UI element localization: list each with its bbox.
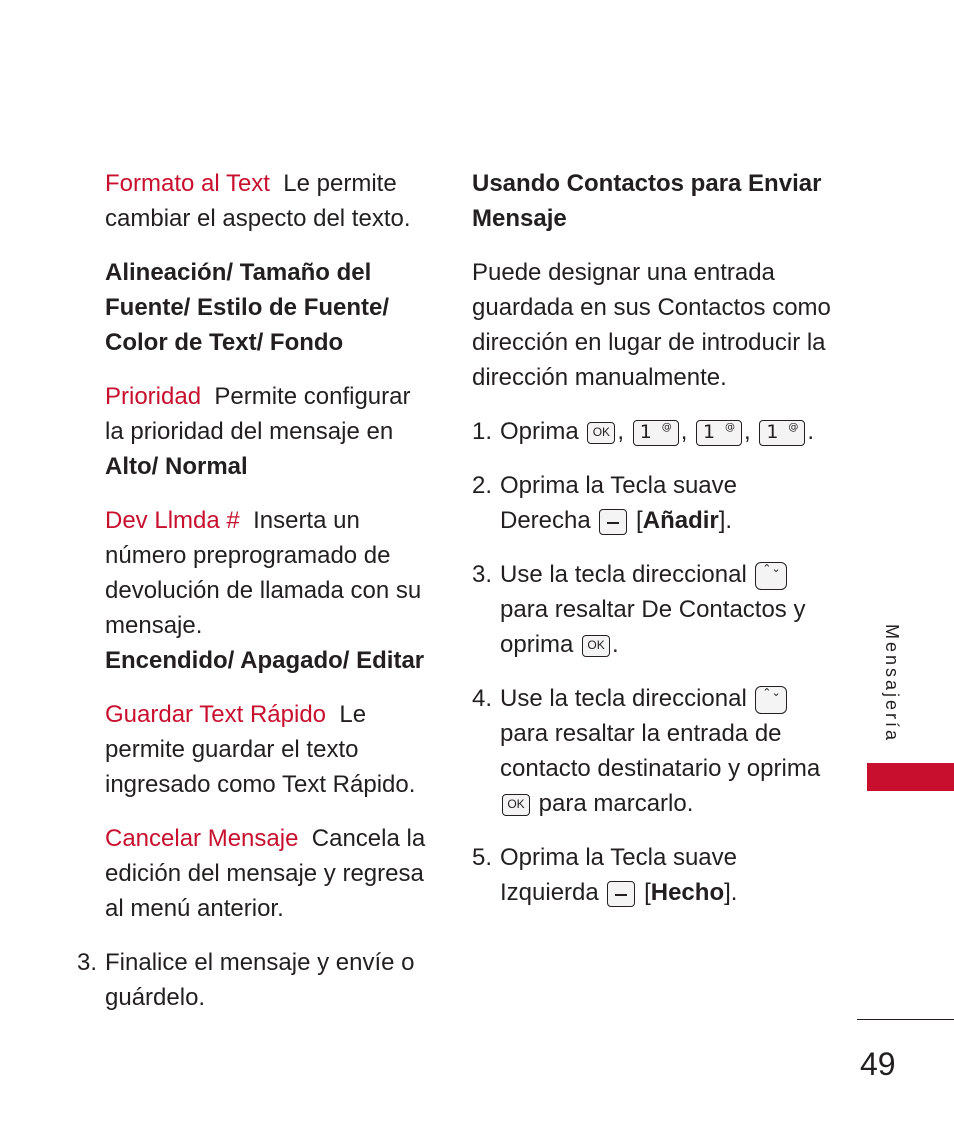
step-number: 3. — [472, 561, 493, 588]
ok-key-icon: OK — [582, 635, 610, 657]
dev-desc: Inserta un número preprogramado de devolución de llamada con su mensaje. — [105, 507, 422, 639]
key-voicemail-glyph: @ — [725, 421, 736, 433]
step-text: Oprima la Tecla suave Izquierda — [500, 844, 737, 906]
dev-term: Dev Llmda # — [105, 507, 240, 534]
dev-entry — [105, 503, 435, 643]
ok-key-icon: OK — [502, 794, 530, 816]
dev-options: Encendido/ Apagado/ Editar — [105, 647, 425, 674]
step-action: Hecho — [650, 879, 725, 906]
left-soft-key-icon — [607, 881, 635, 907]
step-action: Añadir — [642, 507, 719, 534]
nav-key-icon: ⌃⌄ — [755, 562, 787, 590]
cancelar-desc: Cancela la edición del mensaje y regresa al menú anterior. — [105, 825, 426, 922]
step-number: 2. — [472, 472, 493, 499]
formato-options: Alineación/ Tamaño del Fuente/ Estilo de Fuente/ Color de Text/ Fondo — [105, 259, 390, 356]
nav-key-icon: ⌃⌄ — [755, 686, 787, 714]
section-intro: Puede designar una entrada guardada en sus Contactos como dirección en lugar de introducir la dirección manualmente. — [472, 259, 831, 391]
cancelar-entry — [105, 821, 435, 926]
key-voicemail-glyph: @ — [661, 421, 672, 433]
prioridad-desc: Permite configurar la prioridad del mensaje en — [105, 383, 411, 445]
guardar-term: Guardar Text Rápido — [105, 701, 327, 728]
step-3: 3. Use la tecla direccional ⌃⌄ para resaltar De Contactos y oprima OK . — [472, 557, 832, 662]
formato-desc: Le permite cambiar el aspecto del texto. — [105, 170, 411, 232]
step-5: 5. Oprima la Tecla suave Izquierda [Hecho]. — [472, 840, 832, 910]
one-key-icon — [759, 420, 805, 446]
guardar-entry — [105, 697, 435, 802]
right-column — [472, 166, 832, 929]
step-number: 3. — [77, 949, 98, 976]
step-3-left — [77, 945, 435, 1015]
key-digit: 1 — [639, 420, 652, 443]
footer-rule — [857, 1019, 954, 1020]
step-number: 4. — [472, 685, 493, 712]
page-number: 49 — [860, 1046, 896, 1082]
step-text: Oprima — [500, 418, 579, 445]
cancelar-term: Cancelar Mensaje — [105, 825, 299, 852]
step-1: 1. Oprima OK , 1 @ , 1 @ , 1 @ . — [472, 414, 832, 449]
step-2: 2. Oprima la Tecla suave Derecha [Añadir]. — [472, 468, 832, 538]
left-column — [77, 166, 435, 1034]
prioridad-options: Alto/ Normal — [105, 453, 248, 480]
section-tab-marker — [867, 763, 954, 791]
step-text: Use la tecla direccional — [500, 561, 747, 588]
step-text: Finalice el mensaje y envíe o guárdelo. — [105, 949, 415, 1011]
section-tab-label: Mensajería — [882, 624, 902, 744]
key-voicemail-glyph: @ — [788, 421, 799, 433]
section-heading: Usando Contactos para Enviar Mensaje — [472, 170, 822, 232]
one-key-icon — [633, 420, 679, 446]
step-text-cont: para resaltar De Contactos y oprima — [500, 596, 806, 658]
step-number: 5. — [472, 844, 493, 871]
step-number: 1. — [472, 418, 493, 445]
ok-key-icon: OK — [587, 422, 615, 444]
one-key-icon — [696, 420, 742, 446]
step-text-end: para marcarlo. — [538, 790, 694, 817]
step-text: Oprima la Tecla suave Derecha — [500, 472, 737, 534]
formato-entry — [105, 166, 435, 236]
prioridad-entry — [105, 379, 435, 484]
formato-term: Formato al Text — [105, 170, 270, 197]
step-text: Use la tecla direccional — [500, 685, 747, 712]
step-4 — [472, 681, 832, 821]
key-digit: 1 — [703, 420, 716, 443]
prioridad-term: Prioridad — [105, 383, 202, 410]
right-soft-key-icon — [599, 509, 627, 535]
step-text-cont: para resaltar la entrada de contacto destinatario y oprima — [500, 720, 821, 782]
guardar-desc: Le permite guardar el texto ingresado como Text Rápido. — [105, 701, 416, 798]
key-digit: 1 — [766, 420, 779, 443]
